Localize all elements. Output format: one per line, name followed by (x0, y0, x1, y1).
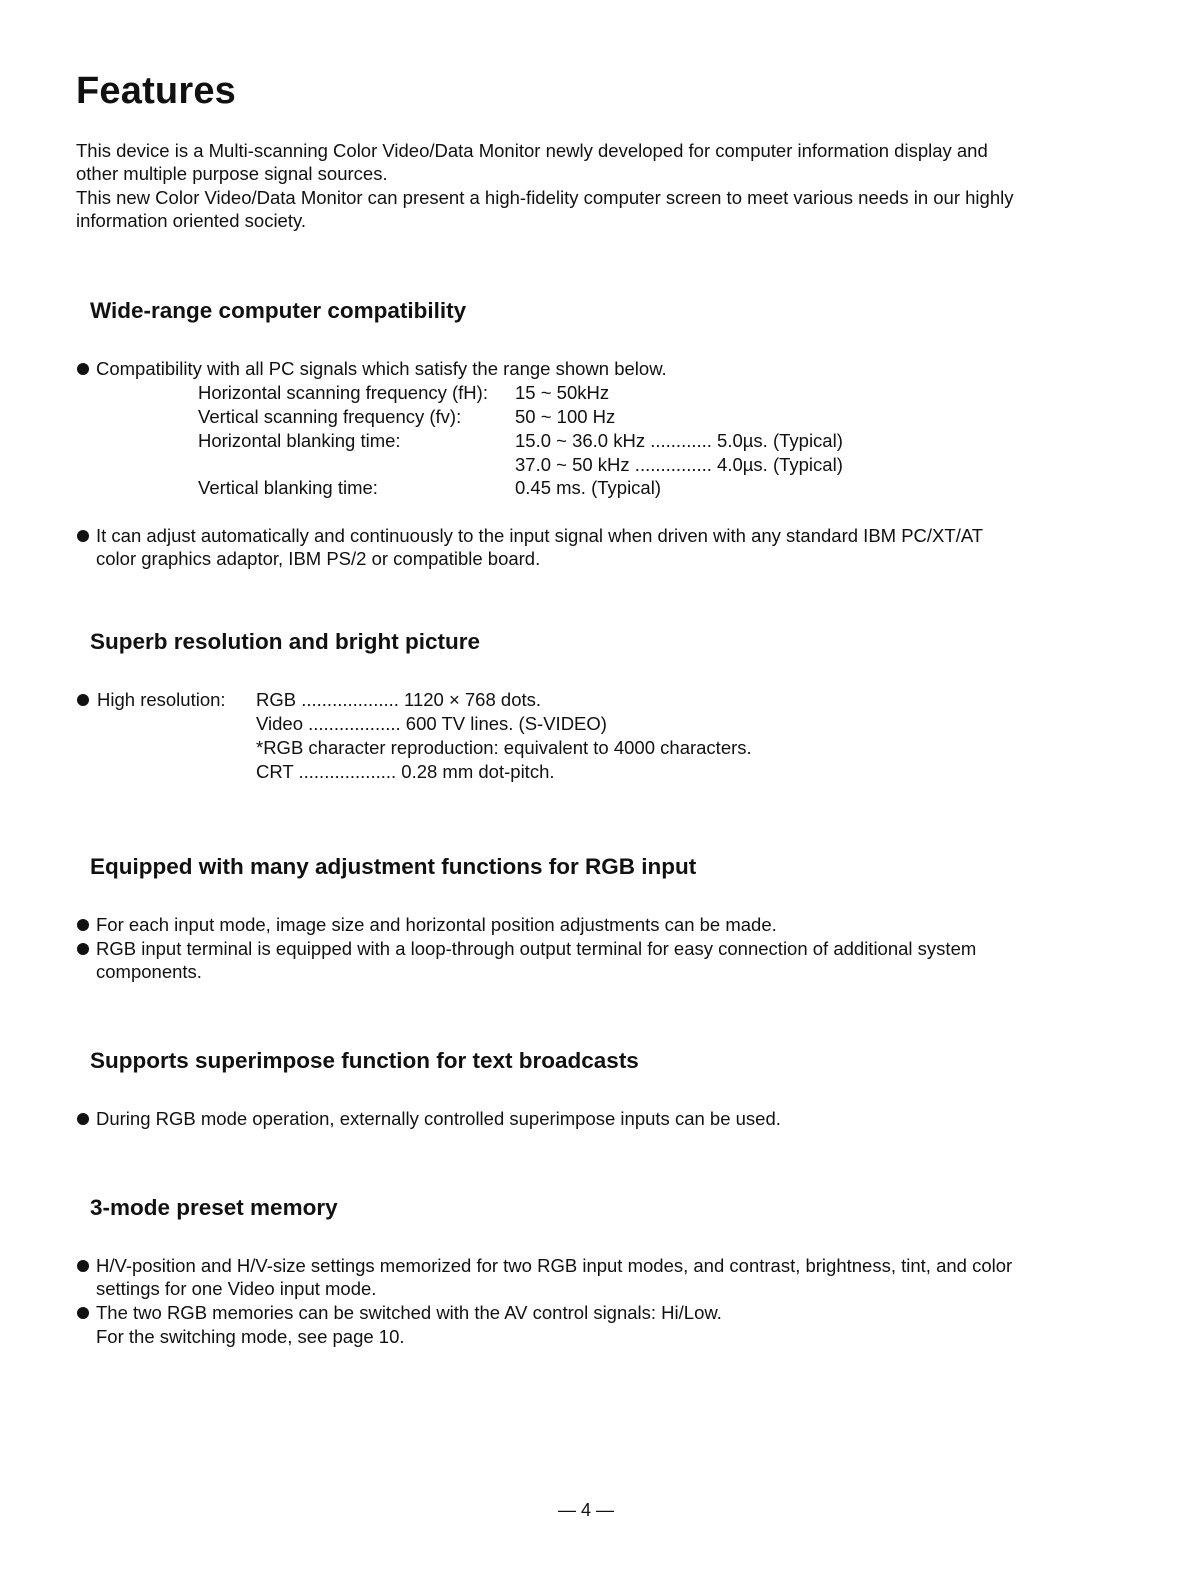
section-heading-superimpose: Supports superimpose function for text broadcasts (90, 1048, 639, 1073)
spec-label-hfreq: Horizontal scanning frequency (fH): (198, 382, 488, 403)
preset-bullet-1-line-1: H/V-position and H/V-size settings memorized for two RGB input modes, and contrast, brightness, tint, and color (96, 1255, 1013, 1276)
compat-bullet-2-line-2: color graphics adaptor, IBM PS/2 or compatible board. (96, 548, 541, 569)
bullet-icon (77, 943, 89, 955)
resolution-note: *RGB character reproduction: equivalent to 4000 characters. (256, 737, 752, 758)
bullet-icon (77, 363, 89, 375)
spec-value-hblank-2: 37.0 ~ 50 kHz ............... 4.0µs. (Typical) (515, 454, 843, 475)
spec-value-hfreq: 15 ~ 50kHz (515, 382, 610, 403)
intro-line-1: This device is a Multi-scanning Color Video/Data Monitor newly developed for computer information display and (76, 140, 988, 161)
spec-label-hblank: Horizontal blanking time: (198, 430, 401, 451)
section-heading-preset: 3-mode preset memory (90, 1195, 338, 1220)
resolution-label: High resolution: (97, 689, 226, 710)
bullet-icon (77, 694, 89, 706)
bullet-icon (77, 919, 89, 931)
spec-label-vfreq: Vertical scanning frequency (fv): (198, 406, 462, 427)
adjust-bullet-2-line-2: components. (96, 961, 202, 982)
adjust-bullet-2-line-1: RGB input terminal is equipped with a loop-through output terminal for easy connection of additional system (96, 938, 977, 959)
preset-bullet-2-line-1: The two RGB memories can be switched with the AV control signals: Hi/Low. (96, 1302, 722, 1323)
bullet-icon (77, 1307, 89, 1319)
bullet-icon (77, 1113, 89, 1125)
spec-label-vblank: Vertical blanking time: (198, 477, 378, 498)
preset-bullet-1-line-2: settings for one Video input mode. (96, 1278, 377, 1299)
spec-value-vblank: 0.45 ms. (Typical) (515, 477, 661, 498)
page-number: — 4 — (558, 1500, 615, 1520)
section-heading-adjustment: Equipped with many adjustment functions for RGB input (90, 854, 697, 879)
compat-bullet-1: Compatibility with all PC signals which satisfy the range shown below. (96, 358, 667, 379)
compat-bullet-2-line-1: It can adjust automatically and continuously to the input signal when driven with any standard IBM PC/XT/AT (96, 525, 984, 546)
resolution-video: Video .................. 600 TV lines. (S-VIDEO) (256, 713, 607, 734)
spec-value-hblank-1: 15.0 ~ 36.0 kHz ............ 5.0µs. (Typical) (515, 430, 843, 451)
section-heading-resolution: Superb resolution and bright picture (90, 629, 481, 654)
bullet-icon (77, 530, 89, 542)
intro-line-2: other multiple purpose signal sources. (76, 163, 388, 184)
resolution-rgb: RGB ................... 1120 × 768 dots. (256, 689, 542, 710)
adjust-bullet-1: For each input mode, image size and horizontal position adjustments can be made. (96, 914, 777, 935)
intro-line-4: information oriented society. (76, 210, 306, 231)
superimpose-bullet-1: During RGB mode operation, externally controlled superimpose inputs can be used. (96, 1108, 781, 1129)
bullet-icon (77, 1260, 89, 1272)
page-title: Features (76, 70, 237, 112)
spec-value-vfreq: 50 ~ 100 Hz (515, 406, 616, 427)
resolution-crt: CRT ................... 0.28 mm dot-pitch. (256, 761, 555, 782)
preset-bullet-2-line-2: For the switching mode, see page 10. (96, 1326, 405, 1347)
section-heading-compatibility: Wide-range computer compatibility (90, 298, 467, 323)
intro-line-3: This new Color Video/Data Monitor can present a high-fidelity computer screen to meet various needs in our highly (76, 187, 1014, 208)
